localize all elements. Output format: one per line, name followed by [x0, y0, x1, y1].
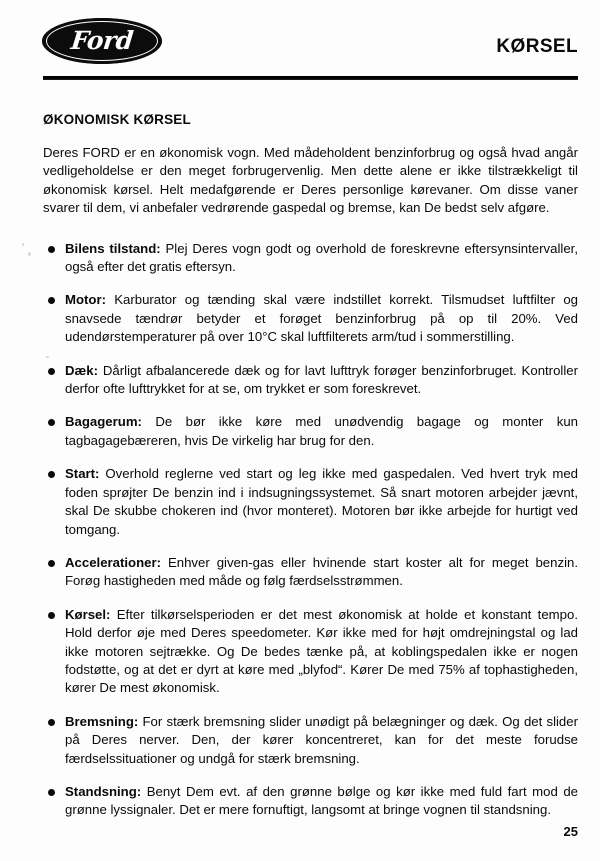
list-item — [43, 362, 578, 399]
scan-artifact — [28, 252, 31, 256]
list-item-label: Standsning: — [65, 783, 142, 799]
page-content — [43, 112, 578, 820]
bullet-icon — [48, 789, 55, 796]
list-item-text: De bør ikke køre med unødvendig bagage og monter kun tagbagagebæreren, hvis De virkelig har brug for den. — [65, 414, 578, 448]
list-item-text: For stærk bremsning slider unødigt på belægninger og dæk. Og det slider på Deres nerver. Den, der kører koncentreret, kan for det meste forudse færdselssituationer og undgå for stærk bremsning. — [65, 713, 578, 766]
list-item — [43, 240, 578, 277]
ford-wordmark: Ford — [69, 25, 135, 55]
bullet-icon — [48, 612, 55, 619]
section-heading: ØKONOMISK KØRSEL — [43, 112, 191, 127]
list-item-label: Motor: — [65, 292, 107, 308]
list-item-label: Dæk: — [65, 362, 98, 378]
list-item — [43, 413, 578, 450]
ford-oval-logo — [42, 18, 162, 64]
list-item-label: Accelerationer: — [65, 554, 162, 570]
scan-artifact — [46, 356, 49, 358]
chapter-title: KØRSEL — [496, 36, 578, 57]
tips-list — [43, 240, 578, 820]
header-divider — [43, 76, 578, 80]
list-item — [43, 713, 578, 768]
list-item — [43, 554, 578, 591]
list-item-label: Bilens tilstand: — [65, 240, 161, 256]
list-item — [43, 465, 578, 539]
intro-paragraph: Deres FORD er en økonomisk vogn. Med mådeholdent benzinforbrug og også hvad angår vedligeholdelse er den meget forbrugervenlig. Men dette alene er ikke tilstrækkeligt til økonomisk kørsel. Helt medafgørende er Deres personlige kørevaner. Om disse vaner svarer til dem, vi anbefaler vedrørende gaspedal og bremse, kan De bedst selv afgøre. — [43, 145, 578, 216]
page-header — [0, 0, 600, 90]
bullet-icon — [48, 719, 55, 726]
bullet-icon — [48, 419, 55, 426]
bullet-icon — [48, 471, 55, 478]
list-item-label: Start: — [65, 466, 100, 482]
bullet-icon — [48, 560, 55, 567]
list-item-text: Karburator og tænding skal være indstillet korrekt. Tilsmudset luftfilter og snavsede tændrør betyder et forøget benzinforbrug på op til 20%. Ved udendørstemperaturer på over 10°C skal luftfilterets arm/tud i sommerstilling. — [65, 292, 578, 345]
bullet-icon — [48, 368, 55, 375]
list-item-text: Plej Deres vogn godt og overhold de foreskrevne eftersynsintervaller, også efter det gratis eftersyn. — [65, 240, 578, 275]
list-item — [43, 606, 578, 698]
list-item-text: Benyt Dem evt. af den grønne bølge og kør ikke med fuld fart mod de grønne lyssignaler. Det er mere fornuftigt, langsomt at bringe vognen til standsning. — [65, 783, 578, 818]
list-item — [43, 291, 578, 346]
list-item-text: Dårligt afbalancerede dæk og for lavt lufttryk forøger benzinforbruget. Kontroller derfor ofte lufttrykket for at se, om trykket er som foreskrevet. — [65, 362, 578, 397]
list-item — [43, 783, 578, 820]
list-item-text: Overhold reglerne ved start og leg ikke med gaspedalen. Ved hvert tryk med foden sprøjter De benzin ind i indsugningssystemet. Så snart motoren arbejder jævnt, skal De skubbe chokeren ind (hvor monteret). Motoren bør ikke arbejde for hurtigt ved tomgang. — [65, 466, 578, 537]
page-number: 25 — [563, 824, 578, 839]
list-item-label: Kørsel: — [65, 606, 111, 622]
list-item-text: Enhver given-gas eller hvinende start koster alt for meget benzin. Forøg hastigheden med måde og følg færdselsstrømmen. — [65, 554, 578, 589]
bullet-icon — [48, 246, 55, 253]
list-item-label: Bremsning: — [65, 713, 139, 729]
scan-artifact — [22, 243, 24, 246]
list-item-text: Efter tilkørselsperioden er det mest økonomisk at holde et konstant tempo. Hold derfor øje med Deres speedometer. Kør ikke med for højt omdrejningstal og lad ikke motoren sejtrække. Og De bedes tænke på, at koblingspedalen ikke er nogen fodstøtte, og at det er dyrt at køre med „blyfod“. Kører De med 75% af tophastigheden, kører De mest økonomisk. — [65, 606, 578, 696]
bullet-icon — [48, 297, 55, 304]
list-item-label: Bagagerum: — [65, 414, 142, 430]
